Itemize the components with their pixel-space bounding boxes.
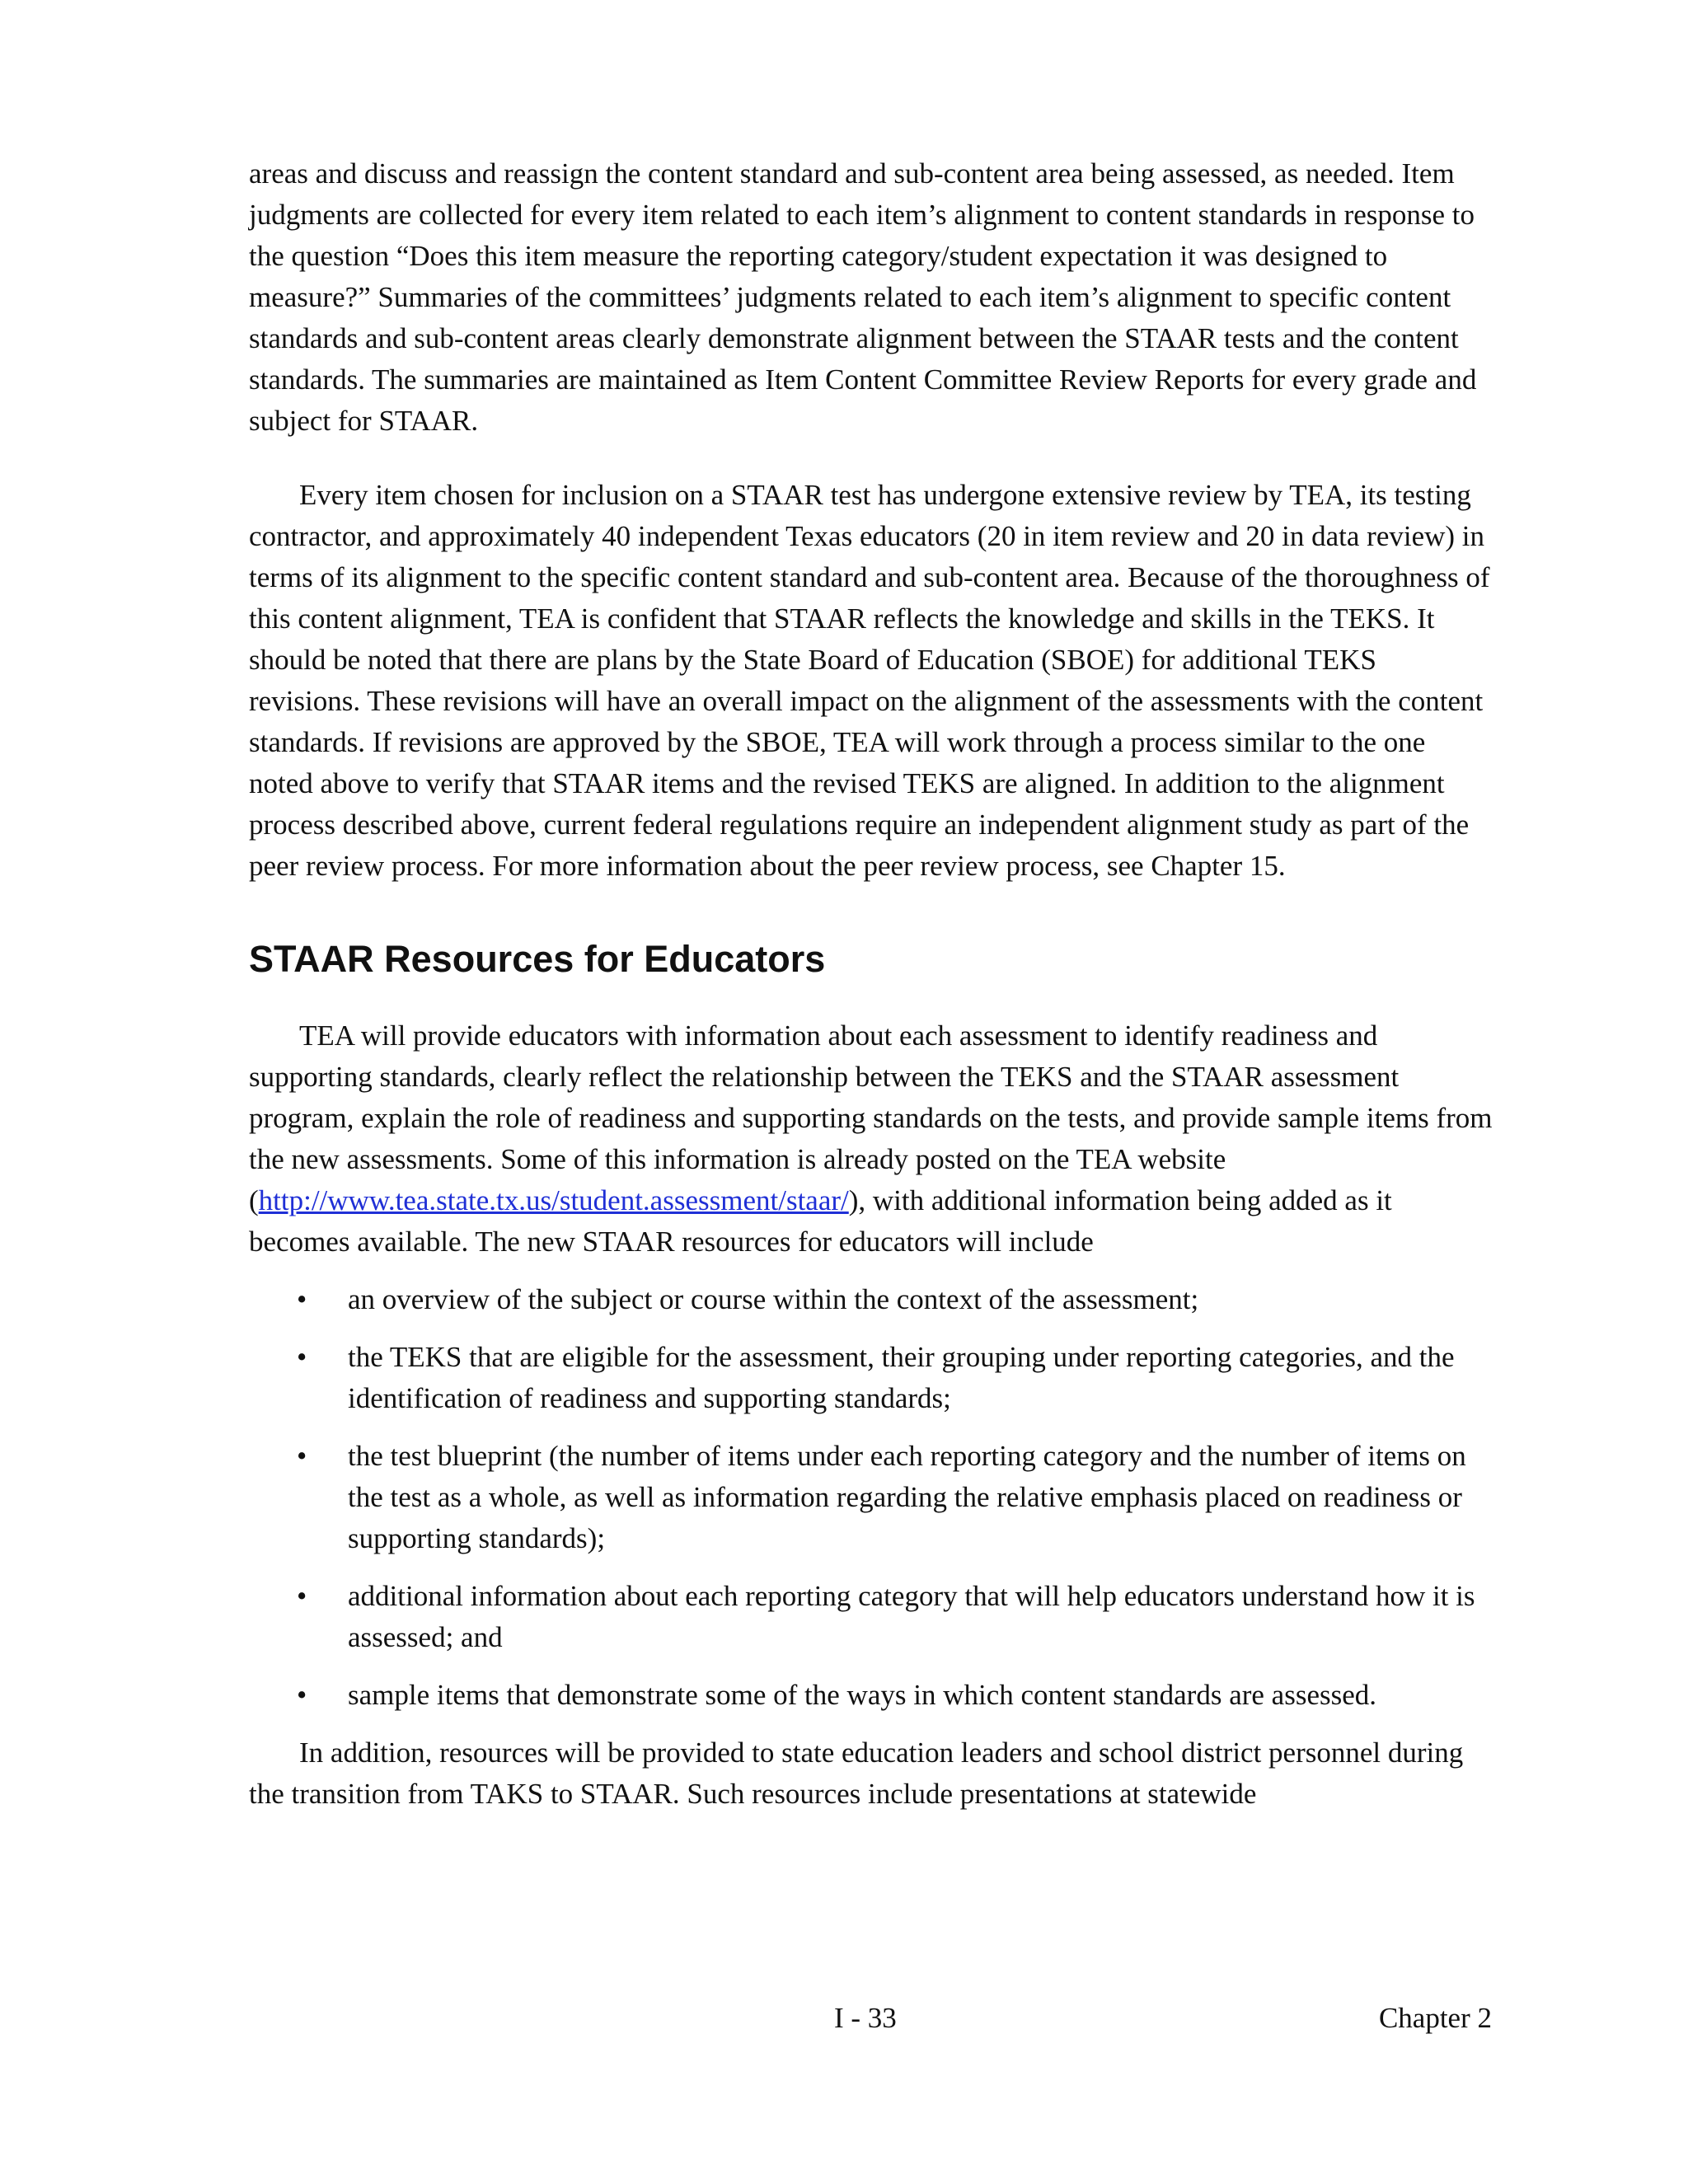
page-number: I - 33 xyxy=(834,2002,897,2034)
page-body xyxy=(249,153,1493,1815)
body-paragraph-1: areas and discuss and reassign the content standard and sub-content area being assessed, as needed. Item judgments are collected for every item related to each item’s alignment to content standards in response to the question “Does this item measure the reporting category/student expectation it was designed to measure?” Summaries of the committees’ judgments related to each item’s alignment to specific content standards and sub-content areas clearly demonstrate alignment between the STAAR tests and the content standards. The summaries are maintained as Item Content Committee Review Reports for every grade and subject for STAAR. xyxy=(249,157,1477,437)
intro-text-before-link: TEA will provide educators with information about each assessment to identify readiness and supporting standards, clearly reflect the relationship between the TEKS and the STAAR assessment program, explain the role of readiness and supporting standards on the tests, and provide sample items from the new assessments. Some of this information is already posted on the TEA website ( xyxy=(249,1019,1493,1216)
list-item xyxy=(249,1675,1493,1716)
list-item xyxy=(249,1436,1493,1559)
body-paragraph-2: Every item chosen for inclusion on a STAAR test has undergone extensive review by TEA, its testing contractor, and approximately 40 independent Texas educators (20 in item review and 20 in data review) in terms of its alignment to the specific content standard and sub-content area. Because of the thoroughness of this content alignment, TEA is confident that STAAR reflects the knowledge and skills in the TEKS. It should be noted that there are plans by the State Board of Education (SBOE) for additional TEKS revisions. These revisions will have an overall impact on the alignment of the assessments with the content standards. If revisions are approved by the SBOE, TEA will work through a process similar to the one noted above to verify that STAAR items and the revised TEKS are aligned. In addition to the alignment process described above, current federal regulations require an independent alignment study as part of the peer review process. For more information about the peer review process, see Chapter 15. xyxy=(249,479,1490,882)
list-item xyxy=(249,1576,1493,1658)
list-item-text: the test blueprint (the number of items under each reporting category and the number of items on the test as a whole, as well as information regarding the relative emphasis placed on readiness or supporting standards); xyxy=(348,1440,1466,1554)
list-item-text: the TEKS that are eligible for the assessment, their grouping under reporting categories, and the identification of readiness and supporting standards; xyxy=(348,1341,1455,1414)
intro-text-after-link: ), with additional information being added as it becomes available. The new STAAR resources for educators will include xyxy=(249,1184,1392,1258)
staar-website-link[interactable]: http://www.tea.state.tx.us/student.assessment/staar/ xyxy=(258,1184,849,1216)
chapter-label: Chapter 2 xyxy=(1378,2002,1492,2034)
closing-paragraph: In addition, resources will be provided to state education leaders and school district personnel during the transition from TAKS to STAAR. Such resources include presentations at statewide xyxy=(249,1736,1464,1810)
bullet-icon: • xyxy=(297,1440,307,1472)
resources-bullet-list xyxy=(249,1279,1493,1716)
list-item-text: an overview of the subject or course within the context of the assessment; xyxy=(348,1283,1199,1315)
bullet-icon: • xyxy=(297,1580,307,1612)
bullet-icon: • xyxy=(297,1283,307,1315)
page-footer xyxy=(249,1998,1492,2039)
bullet-icon: • xyxy=(297,1679,307,1711)
list-item xyxy=(249,1279,1493,1320)
list-item xyxy=(249,1337,1493,1419)
section-intro-paragraph xyxy=(249,1015,1493,1263)
list-item-text: sample items that demonstrate some of the ways in which content standards are assessed. xyxy=(348,1679,1377,1711)
list-item-text: additional information about each reporting category that will help educators understand how it is assessed; and xyxy=(348,1580,1475,1653)
bullet-icon: • xyxy=(297,1341,307,1373)
section-heading: STAAR Resources for Educators xyxy=(249,938,826,980)
